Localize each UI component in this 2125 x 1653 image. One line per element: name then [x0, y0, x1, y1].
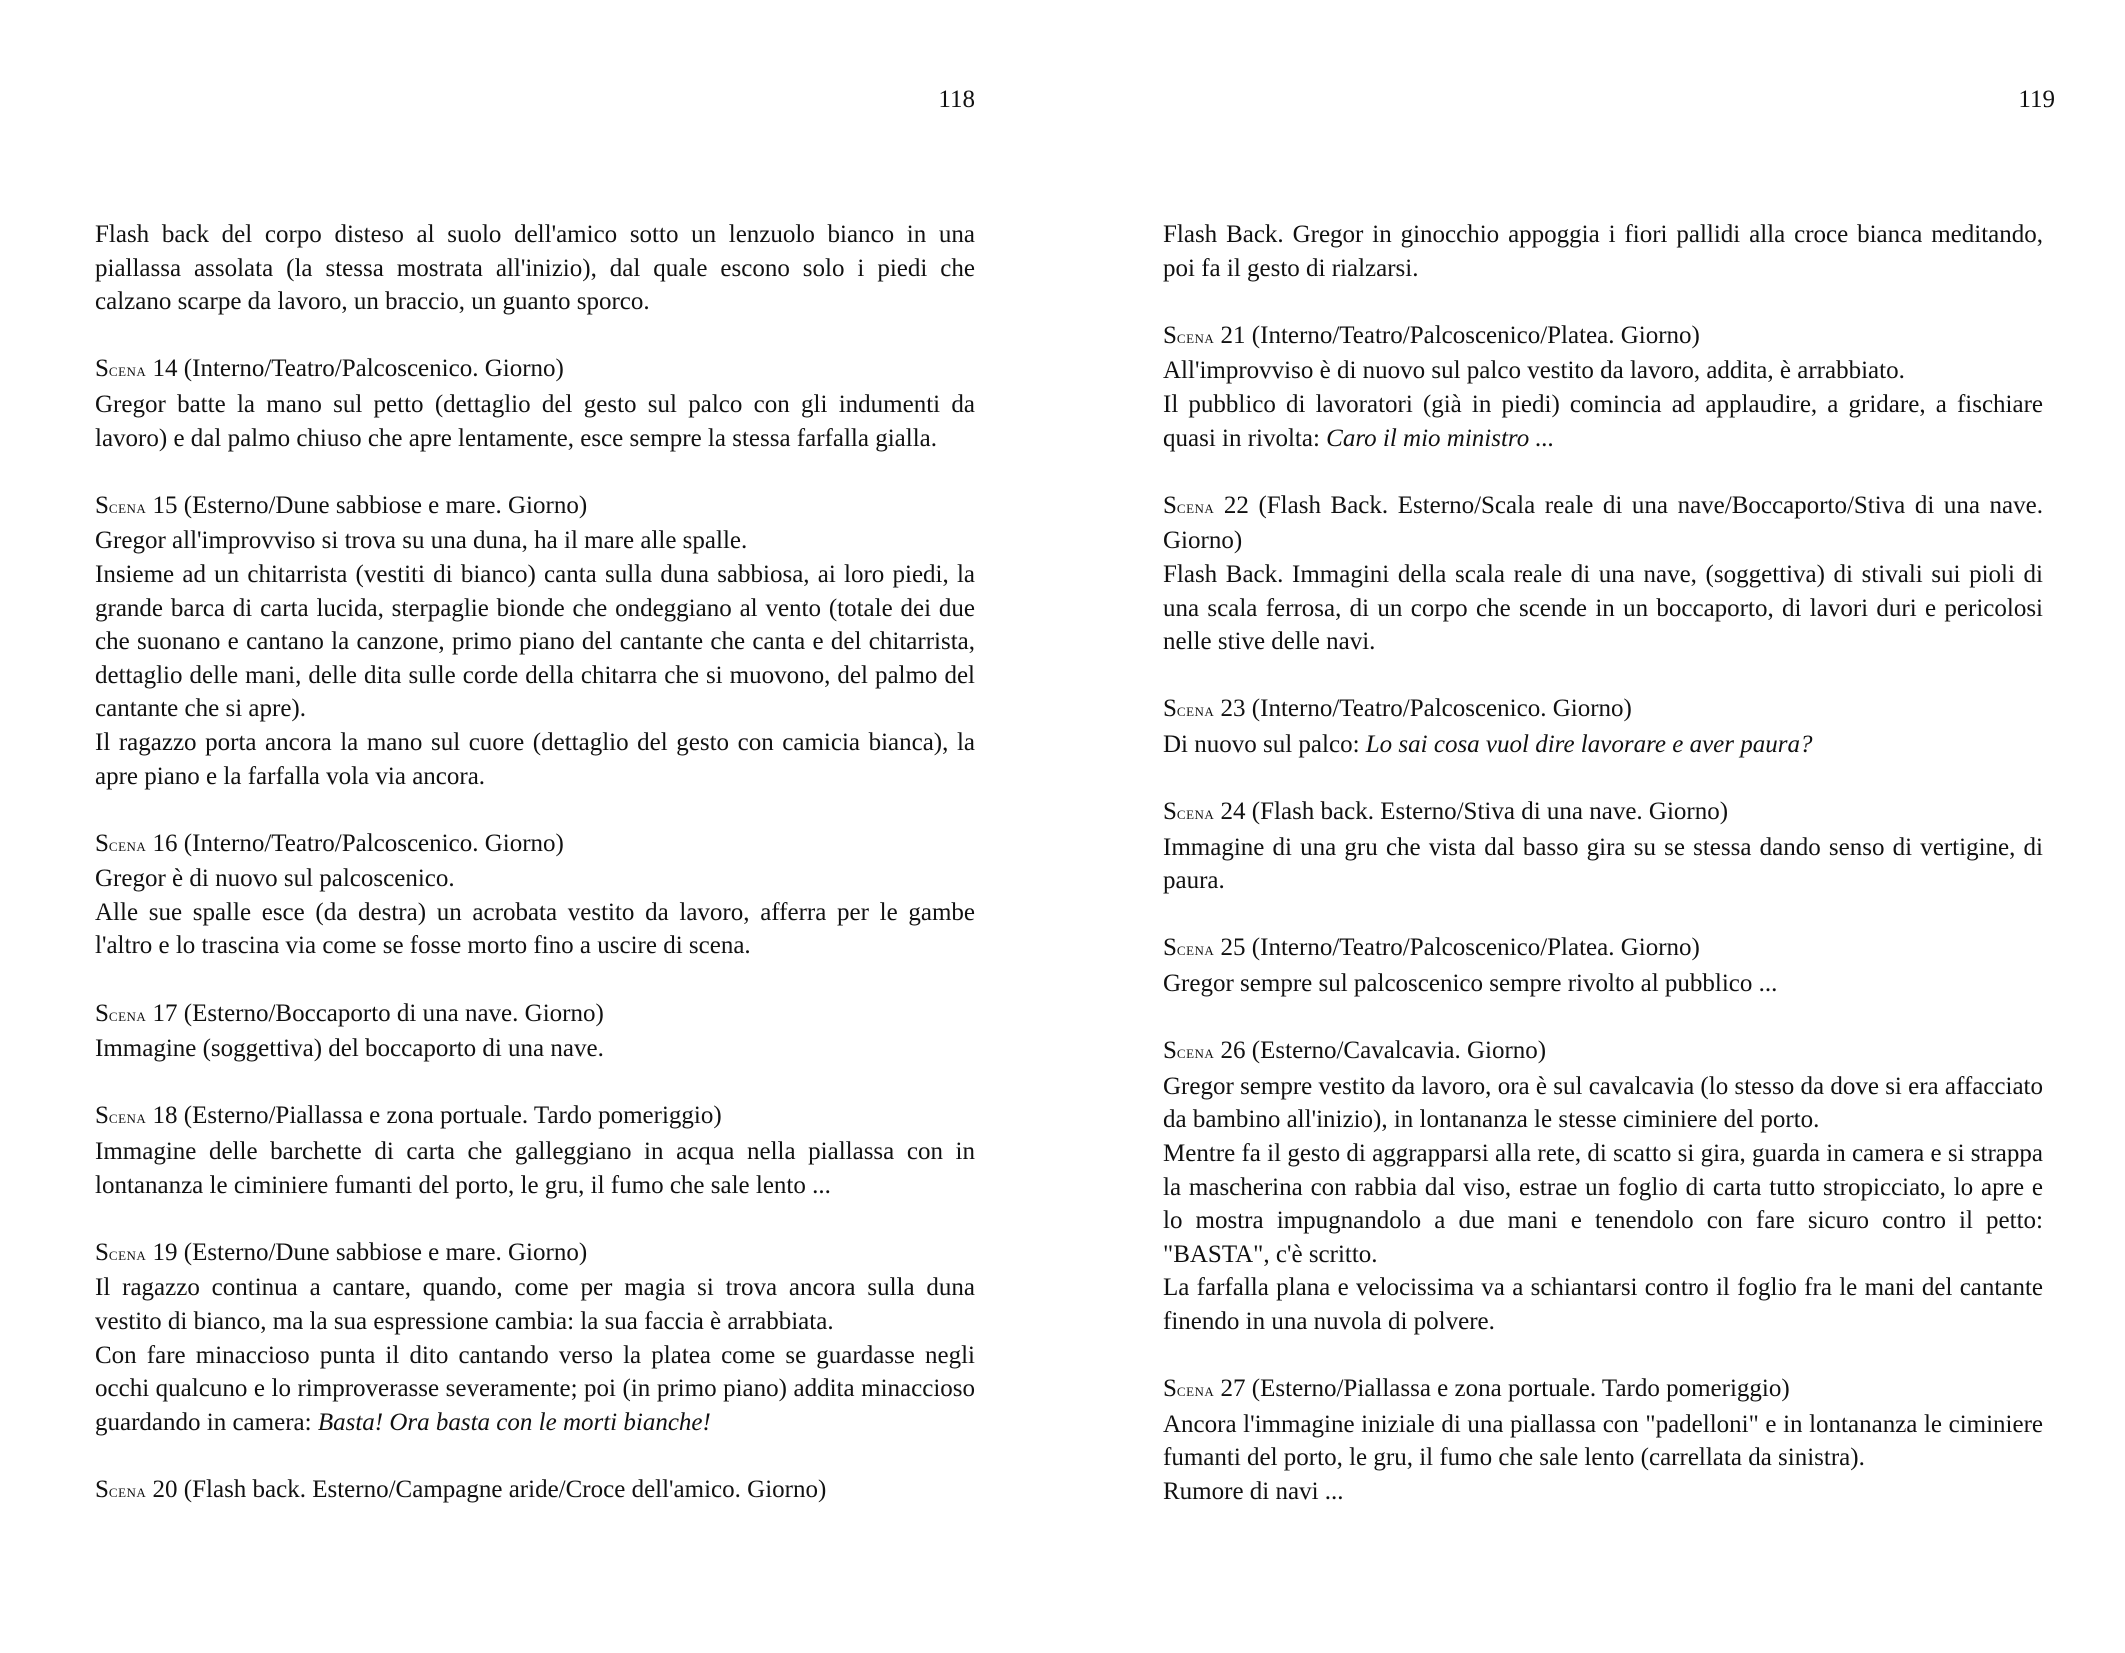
scene-label-initial: S [1163, 798, 1177, 826]
scene-label-initial: S [1163, 695, 1177, 723]
paragraph: All'improvviso è di nuovo sul palco vestito da lavoro, addita, è arrabbiato. [1163, 357, 1905, 385]
scene-heading [95, 827, 975, 863]
paragraph: Flash Back. Immagini della scala reale di una nave, (soggettiva) di stivali sui pioli di una scala ferrosa, di un corpo che scende in un boccaporto, di lavori duri e pericolosi nelle stive delle navi. [1163, 560, 2043, 656]
scene-heading-text: 25 (Interno/Teatro/Palcoscenico/Platea. Giorno) [1214, 934, 1700, 962]
paragraph-text: Di nuovo sul palco: [1163, 730, 1366, 758]
scene-label-initial: S [95, 355, 109, 383]
paragraph: Ancora l'immagine iniziale di una piallassa con "padelloni" e in lontananza le ciminiere fumanti del porto, le gru, il fumo che sale lento (carrellata da sinistra). [1163, 1410, 2043, 1472]
scene-heading [95, 1236, 975, 1272]
paragraph [1163, 388, 2043, 455]
scene-14 [95, 352, 975, 455]
scene-heading-text: 23 (Interno/Teatro/Palcoscenico. Giorno) [1214, 695, 1632, 723]
italic-dialogue: Caro il mio ministro ... [1326, 424, 1555, 452]
scene-heading-text: 14 (Interno/Teatro/Palcoscenico. Giorno) [146, 355, 564, 383]
paragraph: Flash Back. Gregor in ginocchio appoggia i fiori pallidi alla croce bianca meditando, poi fa il gesto di rialzarsi. [1163, 221, 2043, 282]
scene-label-rest: cena [108, 1004, 147, 1026]
paragraph: Il ragazzo porta ancora la mano sul cuore (dettaglio del gesto con camicia bianca), la apre piano e la farfalla vola via ancora. [95, 728, 975, 790]
scene-heading [1163, 1034, 2043, 1070]
scene-heading [95, 997, 975, 1033]
scene-heading [1163, 319, 2043, 355]
paragraph: Rumore di navi ... [1163, 1477, 1344, 1505]
page-number-left: 118 [938, 86, 975, 113]
scene-heading [95, 1099, 975, 1135]
scene-label-rest: cena [108, 360, 147, 382]
scene-heading [1163, 1372, 2043, 1408]
scene-heading-text: 17 (Esterno/Boccaporto di una nave. Giorno) [146, 999, 604, 1027]
scene-heading-text: 19 (Esterno/Dune sabbiose e mare. Giorno) [146, 1238, 588, 1266]
scene-heading-text: 15 (Esterno/Dune sabbiose e mare. Giorno) [146, 491, 588, 519]
scene-label-rest: cena [1176, 496, 1215, 518]
intro-paragraph-left [95, 218, 975, 319]
paragraph: Gregor all'improvviso si trova su una duna, ha il mare alle spalle. [95, 527, 748, 555]
scene-heading [95, 489, 975, 525]
paragraph [1163, 728, 2043, 762]
scene-heading [1163, 692, 2043, 728]
scene-27 [1163, 1372, 2043, 1508]
scene-25 [1163, 931, 2043, 1000]
paragraph: Alle sue spalle esce (da destra) un acrobata vestito da lavoro, afferra per le gambe l'altro e lo trascina via come se fosse morto fino a uscire di scena. [95, 898, 975, 960]
paragraph: Immagine (soggettiva) del boccaporto di una nave. [95, 1035, 604, 1063]
paragraph: Gregor è di nuovo sul palcoscenico. [95, 865, 455, 893]
scene-20 [95, 1473, 975, 1509]
scene-label-initial: S [1163, 934, 1177, 962]
scene-label-initial: S [95, 491, 109, 519]
scene-label-initial: S [1163, 1037, 1177, 1065]
left-page [95, 0, 975, 1653]
scene-label-rest: cena [1176, 700, 1215, 722]
scene-label-initial: S [95, 1475, 109, 1503]
scene-heading-text: 24 (Flash back. Esterno/Stiva di una nave. Giorno) [1214, 798, 1729, 826]
scene-label-rest: cena [108, 1480, 147, 1502]
paragraph-text: Il pubblico di lavoratori (già in piedi) comincia ad applaudire, a gridare, a fischiare quasi in rivolta: [1163, 390, 2043, 452]
scene-24 [1163, 795, 2043, 898]
scene-heading [1163, 931, 2043, 967]
scene-18 [95, 1099, 975, 1202]
scene-label-initial: S [95, 829, 109, 857]
scene-heading [95, 1473, 975, 1509]
scene-19 [95, 1236, 975, 1440]
paragraph: Immagine delle barchette di carta che galleggiano in acqua nella piallassa con in lontananza le ciminiere fumanti del porto, le gru, il fumo che sale lento ... [95, 1138, 975, 1199]
scene-label-initial: S [95, 1238, 109, 1266]
paragraph-text: Con fare minaccioso punta il dito cantando verso la platea come se guardasse negli occhi qualcuno e lo rimproverasse severamente; poi (in primo piano) addita minaccioso guardando in camera: [95, 1341, 975, 1436]
paragraph: Gregor sempre sul palcoscenico sempre rivolto al pubblico ... [1163, 970, 1778, 998]
scene-label-rest: cena [108, 1243, 147, 1265]
scene-heading-text: 18 (Esterno/Piallassa e zona portuale. Tardo pomeriggio) [146, 1102, 722, 1130]
scene-21 [1163, 319, 2043, 455]
scene-17 [95, 997, 975, 1066]
right-page-text [1163, 218, 2043, 1542]
right-page [1163, 0, 2055, 1653]
paragraph: Flash back del corpo disteso al suolo dell'amico sotto un lenzuolo bianco in una piallassa assolata (la stessa mostrata all'inizio), dal quale escono solo i piedi che calzano scarpe da lavoro, un braccio, un guanto sporco. [95, 221, 975, 316]
italic-dialogue: Lo sai cosa vuol dire lavorare e aver paura? [1365, 730, 1813, 758]
scene-label-rest: cena [1176, 326, 1215, 348]
left-page-text [95, 218, 975, 1542]
scene-label-rest: cena [1176, 803, 1215, 825]
scene-heading-text: 22 (Flash Back. Esterno/Scala reale di una nave/Boccaporto/Stiva di una nave. Giorno) [1163, 491, 2043, 555]
scene-label-initial: S [95, 999, 109, 1027]
scene-label-rest: cena [1176, 1042, 1215, 1064]
scene-label-initial: S [95, 1102, 109, 1130]
scene-heading [1163, 795, 2043, 831]
page-number-right: 119 [2018, 86, 2055, 113]
scene-23 [1163, 692, 2043, 761]
scene-label-initial: S [1163, 491, 1177, 519]
paragraph: Insieme ad un chitarrista (vestiti di bianco) canta sulla duna sabbiosa, ai loro piedi, la grande barca di carta lucida, sterpaglie bionde che ondeggiano al vento (totale dei due che suonano e cantano la canzone, primo piano del cantante che canta e del chitarrista, dettaglio delle mani, delle dita sulle corde della chitarra che si muovono, del palmo del cantante che si apre). [95, 560, 975, 723]
scene-heading-text: 21 (Interno/Teatro/Palcoscenico/Platea. Giorno) [1214, 321, 1700, 349]
scene-heading-text: 27 (Esterno/Piallassa e zona portuale. Tardo pomeriggio) [1214, 1375, 1790, 1403]
paragraph: Il ragazzo continua a cantare, quando, come per magia si trova ancora sulla duna vestito di bianco, ma la sua espressione cambia: la sua faccia è arrabbiata. [95, 1274, 975, 1335]
scene-26 [1163, 1034, 2043, 1338]
paragraph: Gregor sempre vestito da lavoro, ora è sul cavalcavia (lo stesso da dove si era affacciato da bambino all'inizio), in lontananza le stesse ciminiere del porto. [1163, 1072, 2043, 1134]
scene-label-rest: cena [108, 834, 147, 856]
intro-paragraph-right [1163, 218, 2043, 285]
scene-16 [95, 827, 975, 963]
scene-label-initial: S [1163, 1375, 1177, 1403]
paragraph [95, 1339, 975, 1440]
paragraph: Gregor batte la mano sul petto (dettaglio del gesto sul palco con gli indumenti da lavoro) e dal palmo chiuso che apre lentamente, esce sempre la stessa farfalla gialla. [95, 390, 975, 452]
scene-heading [1163, 489, 2043, 558]
paragraph: Immagine di una gru che vista dal basso gira su se stessa dando senso di vertigine, di paura. [1163, 833, 2043, 895]
italic-dialogue: Basta! Ora basta con le morti bianche! [317, 1408, 711, 1436]
scene-heading-text: 26 (Esterno/Cavalcavia. Giorno) [1214, 1037, 1547, 1065]
scene-label-rest: cena [108, 1107, 147, 1129]
scene-label-initial: S [1163, 321, 1177, 349]
scene-label-rest: cena [1176, 939, 1215, 961]
scene-label-rest: cena [1176, 1380, 1215, 1402]
scene-label-rest: cena [108, 496, 147, 518]
scene-15 [95, 489, 975, 793]
scene-heading [95, 352, 975, 388]
scene-heading-text: 20 (Flash back. Esterno/Campagne aride/Croce dell'amico. Giorno) [146, 1475, 827, 1503]
scene-heading-text: 16 (Interno/Teatro/Palcoscenico. Giorno) [146, 829, 564, 857]
paragraph: La farfalla plana e velocissima va a schiantarsi contro il foglio fra le mani del cantante finendo in una nuvola di polvere. [1163, 1274, 2043, 1335]
paragraph: Mentre fa il gesto di aggrapparsi alla rete, di scatto si gira, guarda in camera e si strappa la mascherina con rabbia dal viso, estrae un foglio di carta tutto stropicciato, lo apre e lo mostra impugnandolo a due mani e tenendolo con fare sicuro contro il petto: "BASTA", c'è scritto. [1163, 1140, 2043, 1268]
scene-22 [1163, 489, 2043, 659]
